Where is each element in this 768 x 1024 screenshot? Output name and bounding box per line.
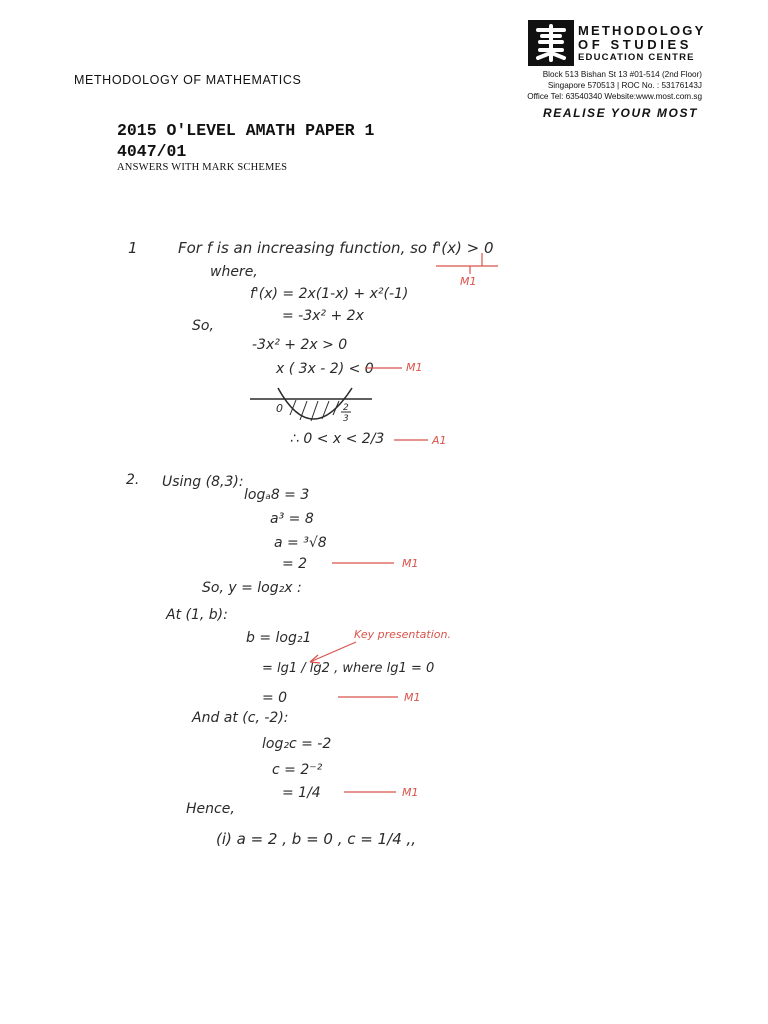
- q1-line-4: = -3x² + 2x: [282, 308, 364, 324]
- q1-number: 1: [128, 239, 138, 257]
- q2-line-14: = 1/4: [282, 785, 321, 801]
- q2-line-9: = lg1 / lg2 , where lg1 = 0: [262, 661, 435, 676]
- root-zero: 0: [276, 402, 283, 415]
- q2-mark-m1a: M1: [402, 557, 419, 570]
- logo-line-1: METHODOLOGY: [578, 23, 706, 38]
- q1-mark-m1b: M1: [406, 361, 423, 374]
- q2-line-3: a³ = 8: [270, 511, 314, 527]
- q1-line-8: ∴ 0 < x < 2/3: [290, 431, 385, 447]
- key-presentation-note: Key presentation.: [354, 628, 451, 641]
- q2-mark-m1c: M1: [402, 786, 419, 799]
- q2-line-1: Using (8,3):: [162, 474, 244, 490]
- address-line-1: Block 513 Bishan St 13 #01-514 (2nd Floor): [542, 70, 702, 79]
- slogan: REALISE YOUR MOST: [543, 106, 698, 120]
- q1-line-1: For f is an increasing function, so f'(x) > 0: [178, 239, 494, 257]
- q2-line-16: (i) a = 2 , b = 0 , c = 1/4 ,,: [216, 830, 417, 848]
- q1-mark-m1a: M1: [460, 275, 477, 288]
- q2-line-4: a = ³√8: [274, 535, 327, 551]
- q2-line-8: b = log₂1: [246, 630, 312, 646]
- title-line-2: 4047/01: [117, 142, 187, 161]
- q2-line-2: logₐ8 = 3: [244, 487, 310, 503]
- logo-line-2: OF STUDIES: [578, 37, 693, 52]
- q1-line-6: -3x² + 2x > 0: [252, 337, 348, 353]
- root-two-num: 2: [343, 403, 349, 413]
- q2-line-13: c = 2⁻²: [272, 762, 323, 778]
- q2-number: 2.: [126, 472, 140, 488]
- q2-line-11: And at (c, -2):: [192, 710, 289, 726]
- q1-line-2: where,: [210, 264, 258, 280]
- q2-line-12: log₂c = -2: [262, 736, 332, 752]
- q2-line-5: = 2: [282, 556, 308, 572]
- logo-line-3: EDUCATION CENTRE: [578, 52, 695, 63]
- address-line-3: Office Tel: 63540340 Website:www.most.com.sg: [527, 92, 702, 101]
- q1-line-3: f'(x) = 2x(1-x) + x²(-1): [250, 286, 409, 302]
- q2-line-15: Hence,: [186, 801, 235, 817]
- title-line-1: 2015 O'LEVEL AMATH PAPER 1: [117, 121, 375, 140]
- header-left-title: METHODOLOGY OF MATHEMATICS: [74, 73, 302, 87]
- q1-line-7: x ( 3x - 2) < 0: [276, 361, 374, 377]
- address-line-2: Singapore 570513 | ROC No. : 53176143J: [547, 81, 702, 90]
- q1-mark-a1: A1: [432, 434, 447, 447]
- q2-line-6: So, y = log₂x :: [202, 580, 302, 596]
- q2-mark-m1b: M1: [404, 691, 421, 704]
- q2-line-10: = 0: [262, 690, 288, 706]
- root-two-den: 3: [343, 414, 349, 424]
- parabola-sketch: [250, 388, 372, 421]
- page-subtitle: ANSWERS WITH MARK SCHEMES: [117, 162, 288, 173]
- q2-line-7: At (1, b):: [166, 607, 228, 623]
- q1-line-5: So,: [192, 318, 214, 334]
